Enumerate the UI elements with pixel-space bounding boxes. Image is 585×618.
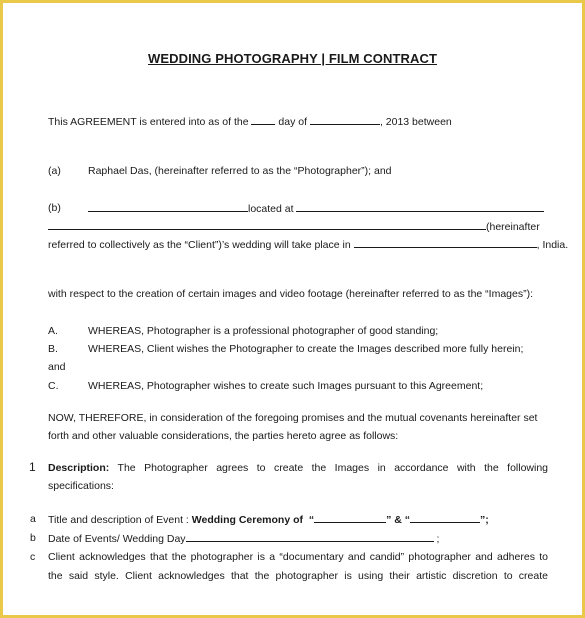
client-name-blank: [88, 202, 248, 212]
whereas-c-text: WHEREAS, Photographer wishes to create such Images pursuant to this Agreement;: [88, 380, 484, 392]
party-b-line-3: [48, 238, 568, 252]
wedding-date-blank: [186, 532, 434, 542]
whereas-a-text: WHEREAS, Photographer is a professional photographer of good standing;: [88, 325, 439, 337]
party-a-text: Raphael Das, (hereinafter referred to as the “Photographer”); and: [88, 165, 392, 177]
item-c-line-2: the said style. Client acknowledges that the photographer is using their artistic discretion to create: [48, 570, 548, 582]
contract-page: [3, 3, 582, 615]
item-b-end: ;: [436, 533, 440, 545]
item-a-close-quote: ”;: [480, 514, 489, 526]
now-therefore-line-1: NOW, THEREFORE, in consideration of the foregoing promises and the mutual covenants hereinafter set: [48, 412, 538, 424]
day-blank: [251, 115, 275, 125]
section-1-line-1: [48, 462, 548, 475]
section-1-heading: Description:: [48, 462, 110, 474]
page-title: WEDDING PHOTOGRAPHY | FILM CONTRACT: [147, 51, 438, 66]
client-address-blank: [296, 202, 544, 212]
address-continued-blank: [48, 220, 486, 230]
agreement-line: [48, 115, 452, 129]
item-a-line: [48, 513, 489, 527]
item-a-amp: ” & “: [386, 514, 411, 526]
respect-paragraph: with respect to the creation of certain images and video footage (hereinafter referred to as the “Images”):: [48, 288, 534, 300]
month-blank: [310, 115, 380, 125]
whereas-a-marker: A.: [48, 325, 58, 337]
item-b-line: [48, 532, 439, 546]
item-a-event: Wedding Ceremony of: [191, 514, 304, 526]
party-b-line: [88, 202, 544, 216]
section-1-number: 1: [29, 460, 36, 474]
item-c-marker: c: [30, 551, 36, 563]
referred-text: referred to collectively as the “Client”)’s wedding will take place in: [48, 239, 351, 251]
whereas-b-marker: B.: [48, 343, 58, 355]
party-a-marker: (a): [48, 165, 61, 177]
hereinafter-label: (hereinafter: [486, 221, 540, 233]
party-b-line-2: [48, 220, 540, 234]
groom-name-blank: [410, 513, 480, 523]
agreement-text-1: This AGREEMENT is entered into as of the: [48, 116, 249, 128]
whereas-c-marker: C.: [48, 380, 59, 392]
section-1-text: The Photographer agrees to create the Images in accordance with the following: [117, 462, 549, 474]
agreement-text-2: day of: [278, 116, 308, 128]
whereas-b-text: WHEREAS, Client wishes the Photographer to create the Images described more fully herein;: [88, 343, 524, 355]
item-c-line-1: Client acknowledges that the photographer is a “documentary and candid” photographer and adheres to: [48, 551, 548, 563]
party-b-marker: (b): [48, 202, 61, 214]
and-word: and: [48, 361, 66, 373]
agreement-text-3: , 2013 between: [379, 116, 452, 128]
section-1-line-2: specifications:: [48, 480, 114, 492]
wedding-place-blank: [354, 238, 537, 248]
now-therefore-line-2: forth and other valuable considerations, the parties hereto agree as follows:: [48, 430, 399, 442]
item-b-marker: b: [30, 532, 36, 544]
item-b-label: Date of Events/ Wedding Day: [48, 533, 186, 545]
item-a-label: Title and description of Event :: [48, 514, 189, 526]
bride-name-blank: [314, 513, 386, 523]
located-at-label: located at: [248, 203, 294, 215]
item-a-open-quote: “: [308, 514, 315, 526]
item-a-marker: a: [30, 513, 36, 525]
india-text: , India.: [536, 239, 569, 251]
